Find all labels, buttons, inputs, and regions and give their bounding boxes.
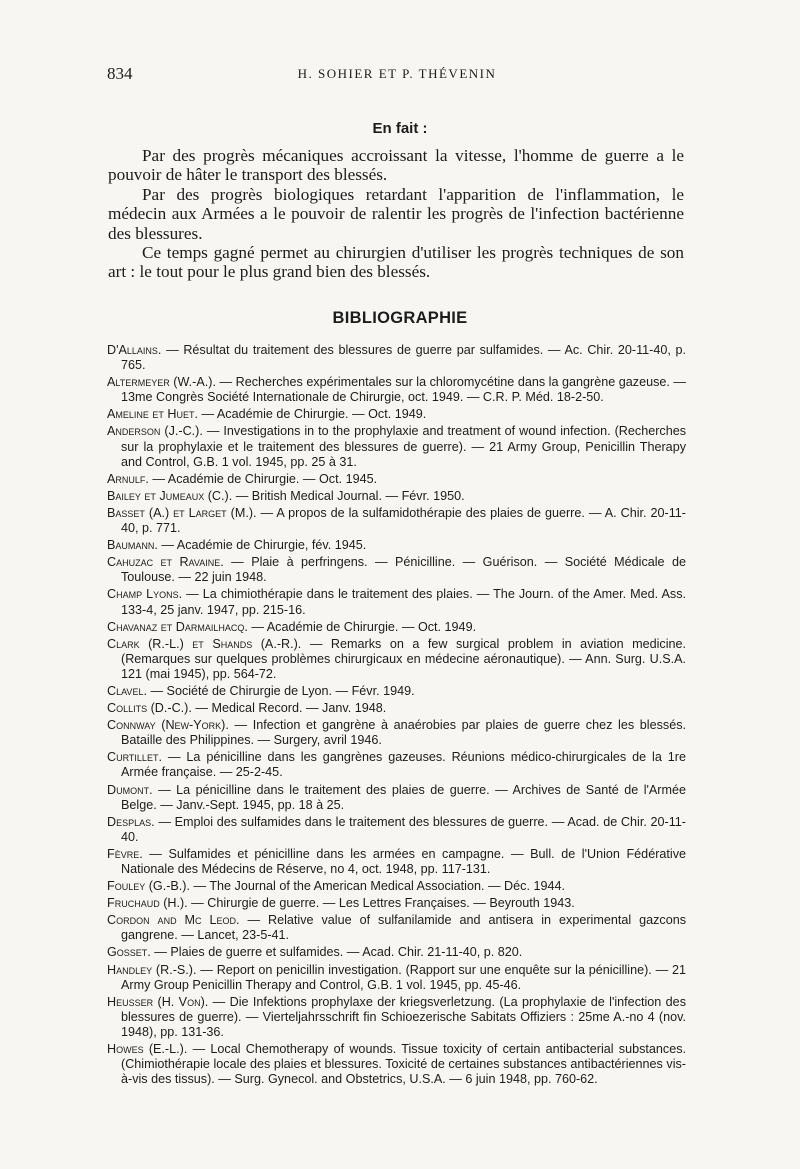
entry-author: Basset (A.) et Larget (M.). — [107, 505, 257, 520]
bibliography-entry — [107, 489, 686, 504]
entry-reference: — Remarks on a few surgical problem in aviation medicine. (Remarques sur quelques problèmes chirurgicaux en médecine aéronautique). — Ann. Surg. U.S.A. 121 (mai 1945), pp. 564-72. — [121, 636, 687, 681]
entry-reference: — Plaies de guerre et sulfamides. — Acad. Chir. 21-11-40, p. 820. — [150, 945, 523, 960]
bibliography-entry — [107, 896, 686, 911]
entry-author: Clark (R.-L.) et Shands (A.-R.). — [107, 636, 302, 651]
entry-reference: — The Journal of the American Medical Association. — Déc. 1944. — [189, 879, 565, 894]
bibliography-entry — [107, 555, 686, 585]
bibliography-entry — [107, 783, 686, 813]
entry-author: Altermeyer (W.-A.). — [107, 375, 216, 390]
bibliography-entry — [107, 637, 686, 682]
entry-reference: — Académie de Chirurgie. — Oct. 1949. — [247, 619, 477, 634]
bibliography-entry — [107, 506, 686, 536]
entry-reference: — Chirurgie de guerre. — Les Lettres Françaises. — Beyrouth 1943. — [187, 896, 575, 911]
entry-author: Fruchaud (H.). — [107, 896, 188, 911]
paragraph: Ce temps gagné permet au chirurgien d'utiliser les progrès techniques de son art : le tout pour le plus grand bien des blessés. — [108, 243, 684, 282]
section-heading: En fait : — [372, 120, 428, 137]
bibliography-entry — [107, 472, 686, 487]
bibliography-entry — [107, 963, 686, 993]
entry-reference: — A propos de la sulfamidothérapie des plaies de guerre. — A. Chir. 20-11-40, p. 771. — [121, 505, 686, 536]
bibliography-entry — [107, 620, 686, 635]
entry-reference: — La pénicilline dans le traitement des plaies de guerre. — Archives de Santé de l'Armée Belge. — Janv.-Sept. 1945, pp. 18 à 25. — [121, 782, 686, 812]
conclusion-text — [108, 146, 684, 282]
entry-reference: — Société de Chirurgie de Lyon. — Févr. 1949. — [146, 683, 415, 698]
entry-author: Bailey et Jumeaux (C.). — [107, 488, 233, 503]
entry-author: Ameline et Huet. — [107, 407, 199, 422]
entry-author: D'Allains. — [107, 343, 162, 357]
entry-author: Chavanaz et Darmailhacq. — [107, 619, 248, 634]
entry-reference: — Académie de Chirurgie. — Oct. 1949. — [198, 407, 427, 422]
bibliography-entry — [107, 684, 686, 699]
entry-author: Fèvre. — [107, 846, 143, 861]
entry-reference: — Relative value of sulfanilamide and antisera in experimental gazcons gangrene. — Lancet, 23-5-41. — [121, 913, 686, 943]
paragraph: Par des progrès mécaniques accroissant la vitesse, l'homme de guerre a le pouvoir de hâter le transport des blessés. — [108, 146, 684, 185]
bibliography-entry — [107, 424, 686, 469]
bibliography-entry — [107, 718, 686, 748]
entry-author: Handley (R.-S.). — [107, 962, 197, 977]
entry-reference: — La chimiothérapie dans le traitement des plaies. — The Journ. of the Amer. Med. Ass. 133-4, 25 janv. 1947, pp. 215-16. — [121, 587, 686, 617]
entry-reference: — Report on penicillin investigation. (Rapport sur une enquête sur la pénicilline). — 21 Army Group Penicillin Therapy and Control, G.B. 1 vol. 1945, pp. 45-46. — [121, 962, 686, 992]
entry-reference: — Résultat du traitement des blessures de guerre par sulfamides. — Ac. Chir. 20-11-40, p. 765. — [121, 343, 686, 373]
entry-author: Heusser (H. Von). — [107, 994, 209, 1009]
bibliography-entry — [107, 587, 686, 617]
entry-author: Connway (New-York). — [107, 718, 229, 733]
bibliography-entry — [107, 375, 686, 405]
bibliography-entry — [107, 945, 686, 960]
bibliography-entry — [107, 750, 686, 780]
entry-author: Dumont. — [107, 782, 153, 797]
page-number: 834 — [107, 64, 133, 83]
bibliography-entry — [107, 343, 686, 373]
entry-author: Gosset. — [107, 945, 151, 960]
entry-reference: — Infection et gangrène à anaérobies par plaies de guerre chez les blessés. Bataille des Philippines. — Surgery, avril 1946. — [121, 718, 686, 748]
bibliography-entry — [107, 815, 686, 845]
entry-reference: — Emploi des sulfamides dans le traitement des blessures de guerre. — Acad. de Chir. 20-11-40. — [121, 814, 686, 844]
entry-reference: — Recherches expérimentales sur la chloromycétine dans la gangrène gazeuse. — 13me Congrès Société Internationale de Chirurgie, oct. 1949. — C.R. P. Méd. 18-2-50. — [121, 375, 686, 405]
entry-author: Curtillet. — [107, 750, 162, 765]
entry-author: Cahuzac et Ravaine. — [107, 555, 224, 570]
entry-author: Collits (D.-C.). — [107, 701, 192, 716]
entry-reference: — Local Chemotherapy of wounds. Tissue toxicity of certain antibacterial substances. (Chimiothérapie locale des plaies et blessures. Toxicité de certaines substances antibactériennes vis-à-vis des tissus). — Surg. Gynecol. and Obstetrics, U.S.A. — 6 juin 1948, pp. 760-62. — [121, 1042, 686, 1087]
bibliography-entry — [107, 913, 686, 943]
entry-reference: — British Medical Journal. — Févr. 1950. — [232, 488, 465, 503]
entry-reference: — Plaie à perfringens. — Pénicilline. — Guérison. — Société Médicale de Toulouse. — 22 juin 1948. — [121, 555, 686, 585]
entry-author: Desplas. — [107, 814, 155, 829]
bibliography-list — [107, 343, 686, 1089]
bibliography-entry — [107, 407, 686, 422]
entry-author: Baumann. — [107, 538, 158, 553]
entry-reference: — Académie de Chirurgie, fév. 1945. — [157, 538, 367, 553]
entry-author: Howes (E.-L.). — [107, 1042, 188, 1057]
bibliography-entry — [107, 847, 686, 877]
bibliography-entry — [107, 538, 686, 553]
entry-author: Fouley (G.-B.). — [107, 879, 190, 894]
bibliography-entry — [107, 879, 686, 894]
entry-reference: — Medical Record. — Janv. 1948. — [191, 701, 387, 716]
bibliography-entry — [107, 701, 686, 716]
entry-reference: — Académie de Chirurgie. — Oct. 1945. — [148, 471, 378, 486]
entry-reference: — La pénicilline dans les gangrènes gazeuses. Réunions médico-chirurgicales de la 1re Armée française. — 25-2-45. — [121, 750, 686, 780]
running-title: H. SOHIER ET P. THÉVENIN — [297, 66, 497, 81]
entry-reference: — Sulfamides et pénicilline dans les armées en campagne. — Bull. de l'Union Fédérative Nationale des Médecins de Réserve, no 4, oct. 1948, pp. 117-131. — [121, 846, 686, 876]
bibliography-entry — [107, 995, 686, 1040]
entry-author: Champ Lyons. — [107, 587, 183, 602]
entry-author: Arnulf. — [107, 471, 149, 486]
page-header — [107, 64, 687, 88]
paragraph: Par des progrès biologiques retardant l'apparition de l'inflammation, le médecin aux Armées a le pouvoir de ralentir les progrès de l'infection bactérienne des blessures. — [108, 184, 684, 243]
entry-author: Cordon and Mc Leod. — [107, 913, 240, 928]
entry-author: Anderson (J.-C.). — [107, 424, 203, 439]
entry-reference: — Die Infektions prophylaxe der kriegsverletzung. (La prophylaxie de l'infection des blessures de guerre). — Vierteljahrsschrift fin Schioezerische Sabitats Offiziers : 25me A.-no 4 (nov. 1948), pp. 131-36. — [121, 994, 686, 1039]
entry-author: Clavel. — [107, 683, 147, 698]
bibliography-title: BIBLIOGRAPHIE — [332, 309, 468, 327]
bibliography-entry — [107, 1042, 686, 1087]
entry-reference: — Investigations in to the prophylaxie and treatment of wound infection. (Recherches sur la prophylaxie et le traitement des blessures de guerre). — 21 Army Group, Penicillin Therapy and Control, G.B. 1 vol. 1945, pp. 25 à 31. — [121, 424, 687, 469]
